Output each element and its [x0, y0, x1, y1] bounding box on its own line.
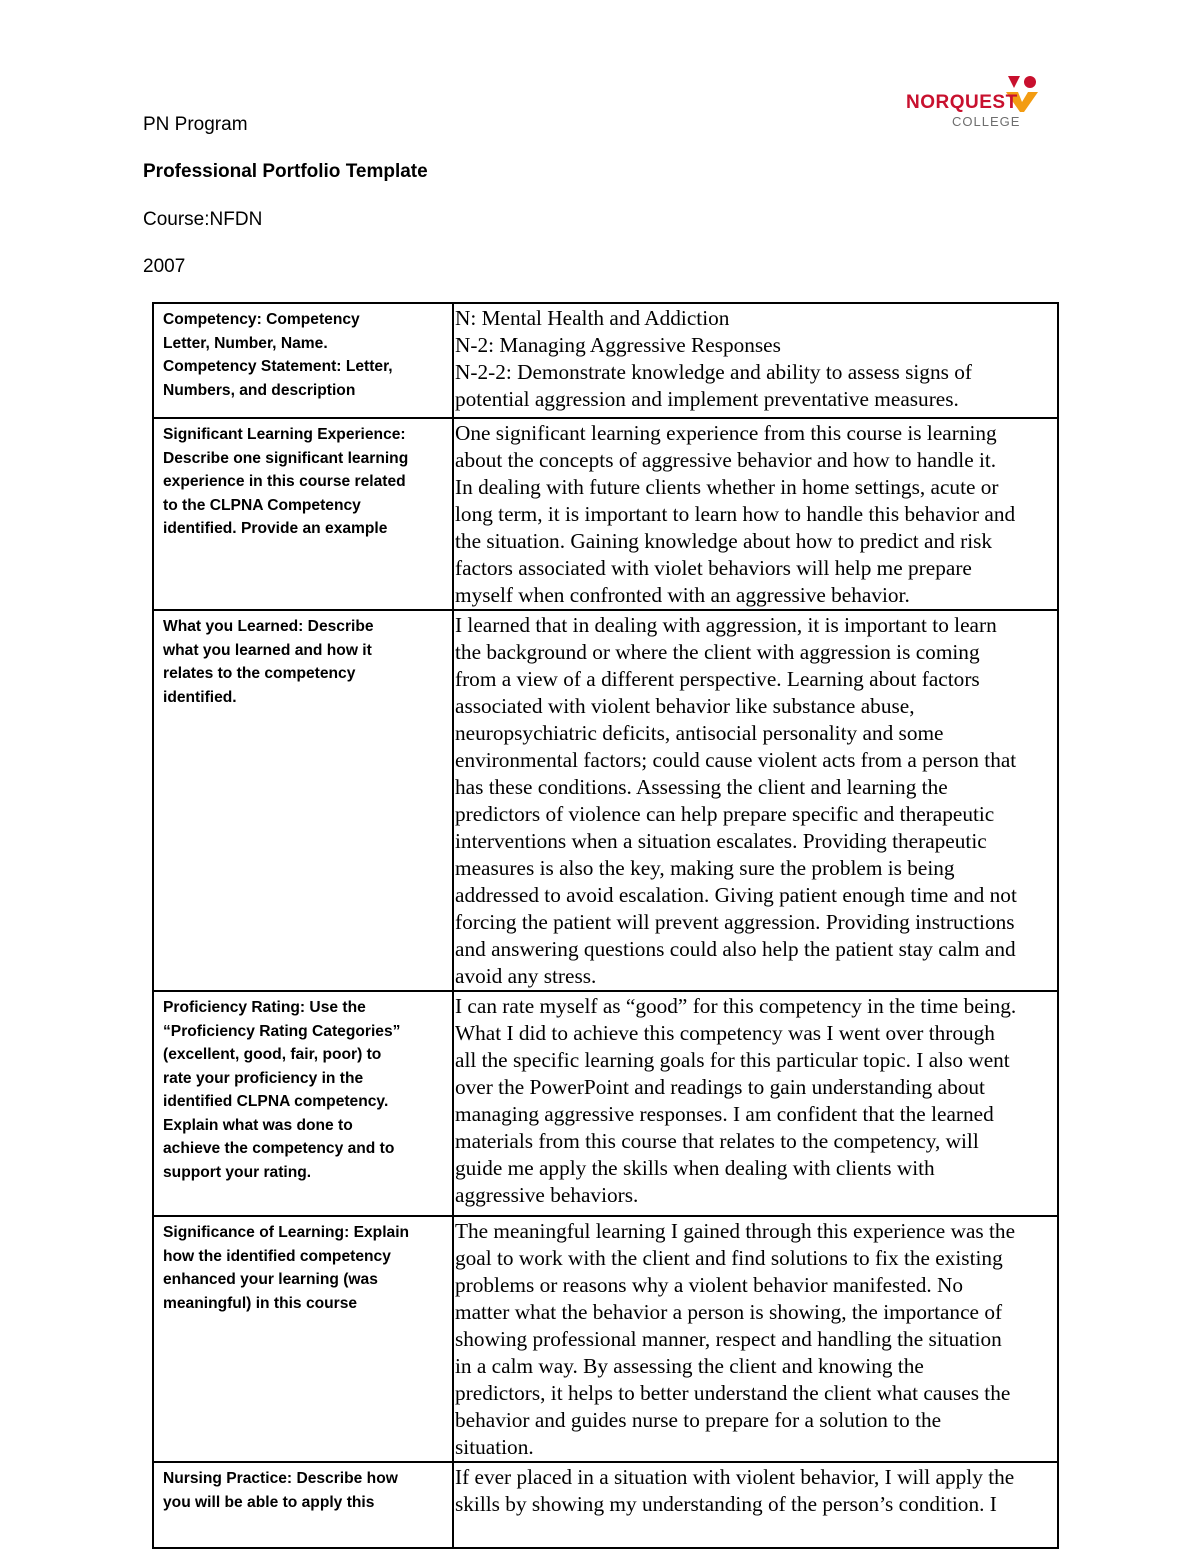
portfolio-row: [153, 991, 1058, 1216]
response-text-line: I learned that in dealing with aggression, it is important to learn: [455, 613, 997, 637]
response-text-line: N-2: Managing Aggressive Responses: [455, 333, 781, 357]
response-text-line: addressed to avoid escalation. Giving patient enough time and not: [455, 883, 1017, 907]
row-label-line: Explain what was done to: [163, 1116, 353, 1134]
portfolio-row: [153, 303, 1058, 418]
response-text-line: guide me apply the skills when dealing with clients with: [455, 1156, 935, 1180]
response-text-line: avoid any stress.: [455, 964, 597, 988]
logo-wordmark: NORQUEST: [906, 92, 1018, 113]
row-label-cell: [153, 1216, 453, 1462]
portfolio-table: [152, 302, 1059, 1549]
response-text-line: predictors of violence can help prepare specific and therapeutic: [455, 802, 995, 826]
response-text-line: showing professional manner, respect and handling the situation: [455, 1327, 1002, 1351]
row-label-line: Competency Statement: Letter,: [163, 358, 393, 375]
row-response-cell: [453, 418, 1058, 610]
row-label-line: you will be able to apply this: [163, 1493, 375, 1511]
response-text-line: has these conditions. Assessing the client and learning the: [455, 775, 948, 799]
response-text-line: over the PowerPoint and readings to gain understanding about: [455, 1075, 985, 1099]
response-text-line: neuropsychiatric deficits, antisocial personality and some: [455, 721, 944, 745]
row-label-line: what you learned and how it: [163, 641, 372, 659]
row-label-cell: [153, 610, 453, 991]
response-text-line: In dealing with future clients whether in home settings, acute or: [455, 475, 999, 499]
response-text-line: predictors, it helps to better understand the client what causes the: [455, 1381, 1011, 1405]
response-text-line: One significant learning experience from this course is learning: [455, 421, 997, 445]
course-number: 2007: [143, 256, 186, 277]
row-label-cell: [153, 1462, 453, 1548]
portfolio-row: [153, 610, 1058, 991]
response-text-line: behavior and guides nurse to prepare for a solution to the: [455, 1408, 942, 1432]
row-label-line: identified. Provide an example: [163, 520, 388, 537]
response-text-line: goal to work with the client and find solutions to fix the existing: [455, 1246, 1003, 1270]
row-label-line: Competency: Competency: [163, 311, 360, 328]
response-text-line: long term, it is important to learn how to handle this behavior and: [455, 502, 1016, 526]
row-label-cell: [153, 418, 453, 610]
response-text-line: N: Mental Health and Addiction: [455, 306, 730, 330]
row-label-line: Proficiency Rating: Use the: [163, 999, 366, 1016]
response-text-line: forcing the patient will prevent aggression. Providing instructions: [455, 910, 1015, 934]
response-text-line: situation.: [455, 1435, 534, 1459]
course-code: Course:NFDN: [143, 209, 263, 230]
row-label-line: how the identified competency: [163, 1247, 391, 1265]
response-text-line: myself when confronted with an aggressive behavior.: [455, 583, 910, 607]
response-text-line: matter what the behavior a person is showing, the importance of: [455, 1300, 1003, 1324]
row-response-cell: [453, 303, 1058, 418]
response-text-line: aggressive behaviors.: [455, 1183, 639, 1207]
row-label-line: meaningful) in this course: [163, 1294, 358, 1312]
response-text-line: N-2-2: Demonstrate knowledge and ability to assess signs of: [455, 360, 972, 384]
row-response-cell: [453, 1216, 1058, 1462]
response-text-line: the background or where the client with aggression is coming: [455, 640, 980, 664]
response-text-line: about the concepts of aggressive behavior and how to handle it.: [455, 448, 997, 472]
response-text-line: materials from this course that relates to the competency, will: [455, 1129, 979, 1153]
logo-subtitle: COLLEGE: [952, 114, 1021, 129]
response-text-line: I can rate myself as “good” for this competency in the time being.: [455, 994, 1017, 1018]
response-text-line: and answering questions could also help the patient stay calm and: [455, 937, 1016, 961]
response-text-line: managing aggressive responses. I am confident that the learned: [455, 1102, 994, 1126]
row-label-line: Significant Learning Experience:: [163, 426, 406, 443]
response-text-line: problems or reasons why a violent behavior manifested. No: [455, 1273, 964, 1297]
response-text-line: from a view of a different perspective. Learning about factors: [455, 667, 980, 691]
response-text-line: interventions when a situation escalates. Providing therapeutic: [455, 829, 987, 853]
row-label-line: Describe one significant learning: [163, 449, 409, 467]
response-text-line: in a calm way. By assessing the client and knowing the: [455, 1354, 924, 1378]
portfolio-row: [153, 418, 1058, 610]
norquest-college-logo: [900, 70, 1040, 132]
row-label-line: relates to the competency: [163, 665, 356, 682]
response-text-line: the situation. Gaining knowledge about how to predict and risk: [455, 529, 993, 553]
row-label-line: (excellent, good, fair, poor) to: [163, 1046, 382, 1063]
program-name: PN Program: [143, 114, 248, 135]
response-text-line: potential aggression and implement preventative measures.: [455, 387, 959, 411]
row-label-line: Numbers, and description: [163, 381, 356, 399]
response-text-line: factors associated with violet behaviors will help me prepare: [455, 556, 972, 580]
row-label-line: Significance of Learning: Explain: [163, 1224, 410, 1241]
row-label-line: achieve the competency and to: [163, 1140, 395, 1157]
portfolio-row: [153, 1216, 1058, 1462]
row-label-line: support your rating.: [163, 1163, 312, 1181]
row-label-line: rate your proficiency in the: [163, 1069, 364, 1087]
response-text-line: skills by showing my understanding of the person’s condition. I: [455, 1492, 997, 1516]
row-label-line: “Proficiency Rating Categories”: [163, 1022, 401, 1040]
response-text-line: environmental factors; could cause violent acts from a person that: [455, 748, 1017, 772]
row-label-cell: [153, 303, 453, 418]
portfolio-row: [153, 1462, 1058, 1548]
row-label-line: What you Learned: Describe: [163, 618, 374, 635]
response-text-line: all the specific learning goals for this particular topic. I also went: [455, 1048, 1010, 1072]
row-label-line: identified CLPNA competency.: [163, 1093, 389, 1110]
row-label-cell: [153, 991, 453, 1216]
row-label-line: enhanced your learning (was: [163, 1271, 378, 1288]
row-response-cell: [453, 1462, 1058, 1548]
row-label-line: to the CLPNA Competency: [163, 496, 361, 514]
row-response-cell: [453, 610, 1058, 991]
row-label-line: Nursing Practice: Describe how: [163, 1470, 398, 1487]
response-text-line: What I did to achieve this competency was I went over through: [455, 1021, 995, 1045]
response-text-line: associated with violent behavior like substance abuse,: [455, 694, 915, 718]
row-label-line: experience in this course related: [163, 473, 406, 490]
document-title: Professional Portfolio Template: [143, 161, 428, 182]
row-label-line: identified.: [163, 688, 237, 706]
row-response-cell: [453, 991, 1058, 1216]
response-text-line: If ever placed in a situation with violent behavior, I will apply the: [455, 1465, 1015, 1489]
response-text-line: measures is also the key, making sure the problem is being: [455, 856, 955, 880]
row-label-line: Letter, Number, Name.: [163, 334, 328, 352]
response-text-line: The meaningful learning I gained through this experience was the: [455, 1219, 1016, 1243]
